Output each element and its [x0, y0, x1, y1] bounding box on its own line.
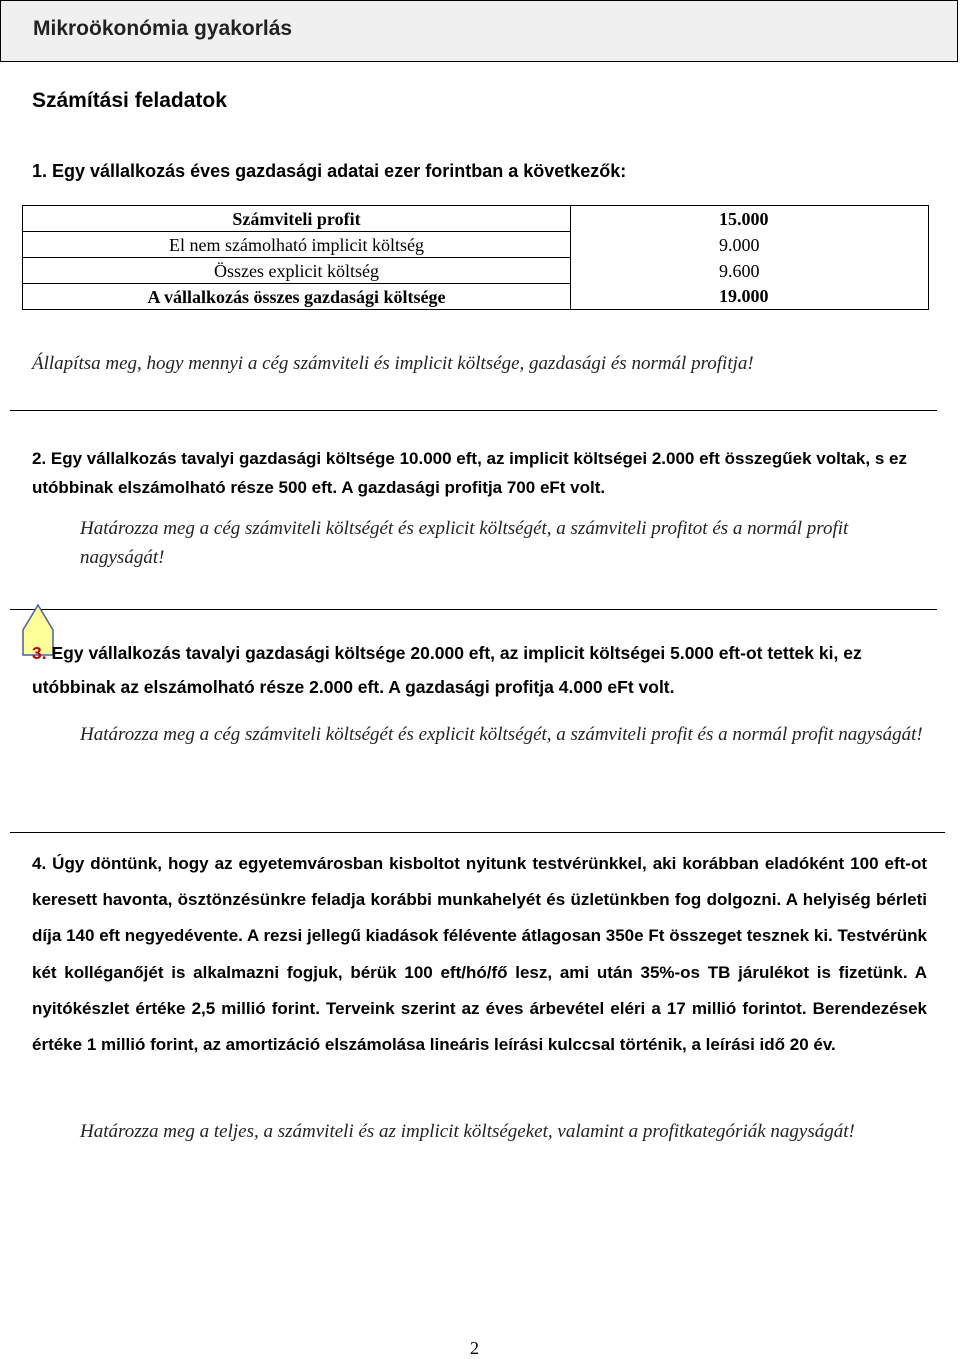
- table-cell-value: 19.000: [719, 286, 769, 307]
- table-cell-value: 9.000: [719, 234, 760, 255]
- table-cell-label: Összes explicit költség: [23, 258, 571, 284]
- header-box: [0, 0, 958, 62]
- table-row: [23, 206, 929, 232]
- table-cell-label: A vállalkozás összes gazdasági költsége: [23, 284, 571, 310]
- question-4-text: 4. Úgy döntünk, hogy az egyetemvárosban kisboltot nyitunk testvérünkkel, aki korábban eladóként 100 eft-ot keresett havonta, ösztönzésünkre feladja korábbi munkahelyét és üzletünkben fog dolgozni. A helyiség bérleti díja 140 eft negyedévente. A rezsi jellegű kiadások félévente átlagosan 350e Ft összeget tesznek ki. Testvérünk két kolléganőjét is alkalmazni fogjuk, bérük 100 eft/hó/fő lesz, ami után 35%-os TB járulékot is fizetünk. A nyitókészlet értéke 2,5 millió forint. Terveink szerint az éves árbevétel eléri a 17 millió forintot. Berendezések értéke 1 millió forint, az amortizáció elszámolása lineáris leírási kulccsal történik, a leírási idő 20 év.: [32, 854, 927, 1055]
- divider: [10, 832, 945, 833]
- question-3-number: 3.: [32, 643, 47, 663]
- page-title: Mikroökonómia gyakorlás: [33, 17, 293, 40]
- question-1-text: 1. Egy vállalkozás éves gazdasági adatai ezer forintban a következők:: [32, 161, 627, 181]
- question-4-task: Határozza meg a teljes, a számviteli és az implicit költségeket, valamint a profitkategóriák nagyságát!: [80, 1121, 855, 1142]
- question-3-task: Határozza meg a cég számviteli költségét és explicit költségét, a számviteli profit és a normál profit nagyságát!: [80, 724, 923, 745]
- divider: [10, 609, 937, 610]
- table-row: [23, 232, 929, 258]
- page-number: 2: [470, 1338, 479, 1358]
- question-2-task: Határozza meg a cég számviteli költségét és explicit költségét, a számviteli profitot és a normál profit nagyságát!: [80, 518, 849, 568]
- table-row: [23, 284, 929, 310]
- table-cell-label: El nem számolható implicit költség: [23, 232, 571, 258]
- question-2-text: 2. Egy vállalkozás tavalyi gazdasági költsége 10.000 eft, az implicit költségei 2.000 eft összegűek voltak, s ez utóbbinak elszámolható része 500 eft. A gazdasági profitja 700 eFt volt.: [32, 449, 907, 497]
- table-cell-value: 9.600: [719, 260, 760, 281]
- data-table: [22, 205, 929, 310]
- divider: [10, 410, 937, 411]
- table-cell-value: 15.000: [719, 208, 769, 229]
- table-cell-label: Számviteli profit: [23, 206, 571, 232]
- question-3-text: [32, 636, 927, 704]
- section-title: Számítási feladatok: [32, 89, 227, 112]
- table-row: [23, 258, 929, 284]
- question-3-body: Egy vállalkozás tavalyi gazdasági költsége 20.000 eft, az implicit költségei 5.000 eft-ot tettek ki, ez utóbbinak az elszámolható része 2.000 eft. A gazdasági profitja 4.000 eFt volt.: [32, 643, 862, 697]
- question-1-task: Állapítsa meg, hogy mennyi a cég számviteli és implicit költsége, gazdasági és normál profitja!: [32, 353, 754, 374]
